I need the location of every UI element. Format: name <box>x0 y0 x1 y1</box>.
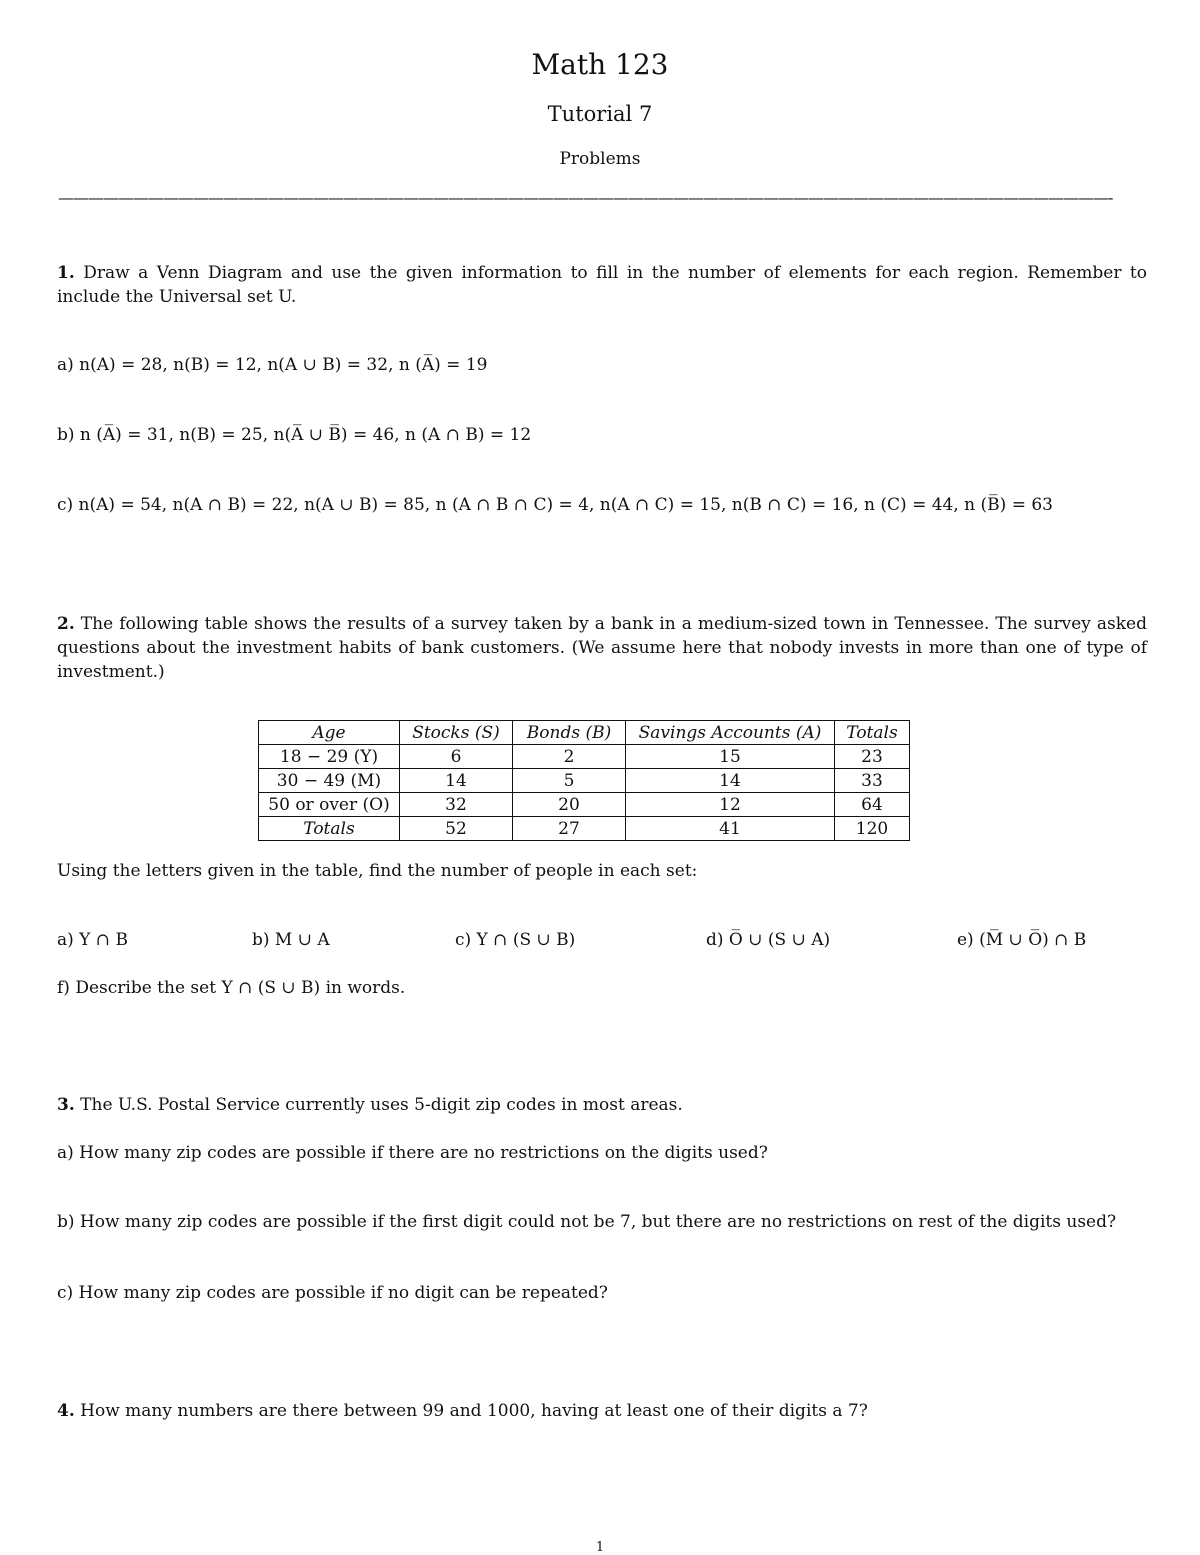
table-row <box>259 817 910 841</box>
horizontal-rule: ——————————————————————————————————————————————————————————————————————- <box>58 188 1113 207</box>
question-2c: c) Y ∩ (S ∪ B) <box>455 930 576 950</box>
table-cell: 50 or over (O) <box>259 793 400 817</box>
table-row <box>259 793 910 817</box>
question-1a: a) n(A) = 28, n(B) = 12, n(A ∪ B) = 32, n (A̅) = 19 <box>57 355 488 375</box>
table-cell: 23 <box>835 745 910 769</box>
question-2-number: 2. <box>57 614 75 634</box>
question-3c: c) How many zip codes are possible if no digit can be repeated? <box>57 1283 608 1303</box>
question-4-number: 4. <box>57 1401 75 1421</box>
question-1-text: Draw a Venn Diagram and use the given information to fill in the number of elements for each region. Remember to include the Universal set U. <box>57 263 1148 307</box>
table-cell: 14 <box>626 769 835 793</box>
question-3-number: 3. <box>57 1095 75 1115</box>
table-row <box>259 769 910 793</box>
table-header-row <box>259 721 910 745</box>
table-cell: 52 <box>400 817 513 841</box>
table-cell: 64 <box>835 793 910 817</box>
table-header-cell: Stocks (S) <box>400 721 513 745</box>
question-2b: b) M ∪ A <box>252 930 330 950</box>
table-header-cell: Savings Accounts (A) <box>626 721 835 745</box>
table-cell: 14 <box>400 769 513 793</box>
table-cell: 5 <box>513 769 626 793</box>
table-cell: 33 <box>835 769 910 793</box>
question-4 <box>57 1401 868 1421</box>
question-2 <box>57 612 1147 684</box>
document-title: Math 123 <box>531 48 669 81</box>
section-label: Problems <box>559 149 641 169</box>
document-subtitle: Tutorial 7 <box>547 102 653 126</box>
table-cell: 15 <box>626 745 835 769</box>
question-1b: b) n (A̅) = 31, n(B) = 25, n(A̅ ∪ B̅) = 46, n (A ∩ B) = 12 <box>57 425 532 445</box>
table-cell: Totals <box>259 817 400 841</box>
table-cell: 12 <box>626 793 835 817</box>
question-3a: a) How many zip codes are possible if there are no restrictions on the digits used? <box>57 1143 768 1163</box>
question-1 <box>57 261 1147 309</box>
table-cell: 30 − 49 (M) <box>259 769 400 793</box>
table-cell: 32 <box>400 793 513 817</box>
page-number: 1 <box>595 1540 605 1555</box>
question-2-text: The following table shows the results of a survey taken by a bank in a medium-sized town in Tennessee. The survey asked questions about the investment habits of bank customers. (We assume here that nobody invests in more than one of type of investment.) <box>57 614 1147 682</box>
question-3-text: The U.S. Postal Service currently uses 5-digit zip codes in most areas. <box>80 1095 683 1115</box>
table-cell: 27 <box>513 817 626 841</box>
question-2a: a) Y ∩ B <box>57 930 128 950</box>
table-cell: 41 <box>626 817 835 841</box>
question-2-instruction: Using the letters given in the table, find the number of people in each set: <box>57 861 698 881</box>
table-row <box>259 745 910 769</box>
question-1-number: 1. <box>57 263 75 283</box>
table-cell: 20 <box>513 793 626 817</box>
table-header-cell: Bonds (B) <box>513 721 626 745</box>
table-header-cell: Age <box>259 721 400 745</box>
question-3b: b) How many zip codes are possible if the first digit could not be 7, but there are no restrictions on rest of the digits used? <box>57 1212 1117 1232</box>
table-cell: 18 − 29 (Y) <box>259 745 400 769</box>
question-2d: d) O̅ ∪ (S ∪ A) <box>706 930 831 950</box>
table-header-cell: Totals <box>835 721 910 745</box>
table-cell: 2 <box>513 745 626 769</box>
question-4-text: How many numbers are there between 99 and 1000, having at least one of their digits a 7? <box>80 1401 868 1421</box>
question-2e: e) (M̅ ∪ O̅) ∩ B <box>957 930 1087 950</box>
question-2f: f) Describe the set Y ∩ (S ∪ B) in words. <box>57 978 406 998</box>
table-cell: 6 <box>400 745 513 769</box>
question-1c: c) n(A) = 54, n(A ∩ B) = 22, n(A ∪ B) = 85, n (A ∩ B ∩ C) = 4, n(A ∩ C) = 15, n(B ∩ C) = 16, n (C) = 44, n (B̅) = 63 <box>57 495 1053 515</box>
survey-table <box>258 720 910 841</box>
table-cell: 120 <box>835 817 910 841</box>
question-3 <box>57 1095 683 1115</box>
